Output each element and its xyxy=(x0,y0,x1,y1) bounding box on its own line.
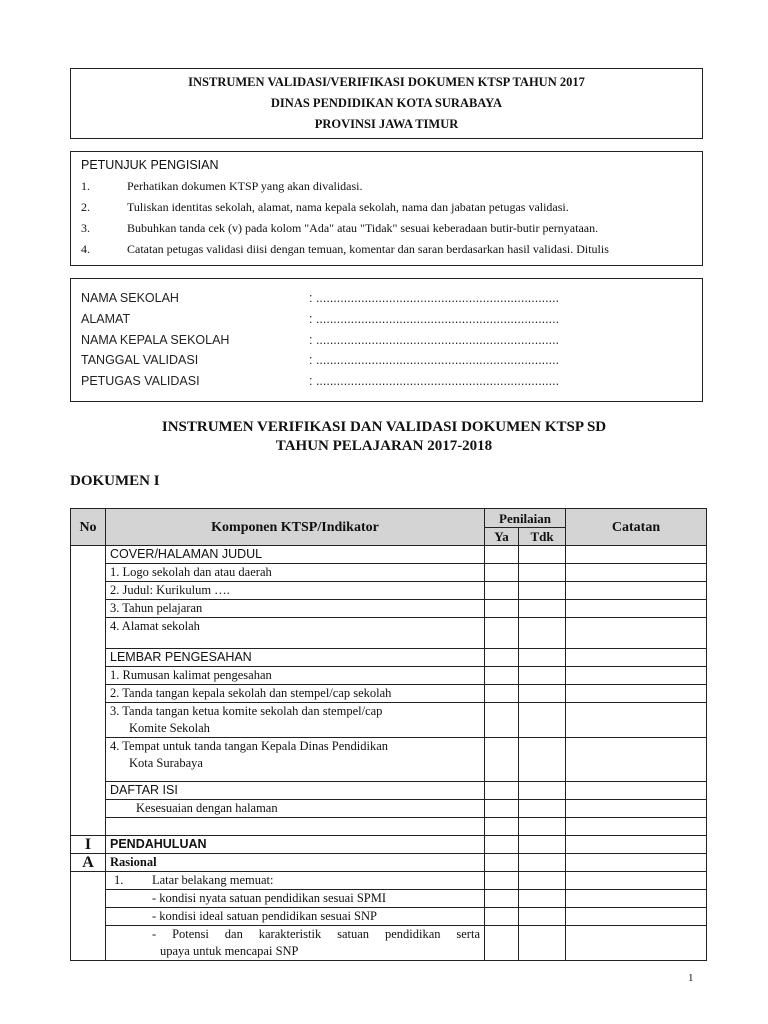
section-title: DAFTAR ISI xyxy=(106,782,485,800)
tdk-cell[interactable] xyxy=(519,890,566,908)
header-box xyxy=(70,68,703,139)
catatan-cell[interactable] xyxy=(566,800,707,818)
identitas-value: : ...................................................................... xyxy=(309,291,560,305)
indikator: 2. Judul: Kurikulum …. xyxy=(106,582,485,600)
indikator xyxy=(106,926,485,961)
tdk-cell[interactable] xyxy=(519,738,566,782)
indikator-line: Komite Sekolah xyxy=(129,721,210,735)
petunjuk-num: 4. xyxy=(81,242,90,256)
catatan-cell[interactable] xyxy=(566,854,707,872)
petunjuk-text: Bubuhkan tanda cek (v) pada kolom "Ada" atau "Tidak" sesuai keberadaan butir-butir pernyataan. xyxy=(127,221,599,235)
indikator: 1. Rumusan kalimat pengesahan xyxy=(106,667,485,685)
ya-cell[interactable] xyxy=(485,872,519,890)
tdk-cell[interactable] xyxy=(519,649,566,667)
indikator xyxy=(106,703,485,738)
tdk-cell[interactable] xyxy=(519,618,566,649)
catatan-cell[interactable] xyxy=(566,582,707,600)
identitas-label: ALAMAT xyxy=(81,312,131,326)
petunjuk-box xyxy=(70,151,703,266)
indikator: 2. Tanda tangan kepala sekolah dan stempel/cap sekolah xyxy=(106,685,485,703)
dokumen-label: DOKUMEN I xyxy=(70,473,160,489)
table-row xyxy=(71,667,707,685)
catatan-cell[interactable] xyxy=(566,818,707,836)
catatan-cell[interactable] xyxy=(566,667,707,685)
header-line-1: INSTRUMEN VALIDASI/VERIFIKASI DOKUMEN KTSP TAHUN 2017 xyxy=(188,75,585,89)
ya-cell[interactable] xyxy=(485,600,519,618)
table-row xyxy=(71,600,707,618)
petunjuk-num: 1. xyxy=(81,179,90,193)
header-no: No xyxy=(71,509,106,546)
catatan-cell[interactable] xyxy=(566,738,707,782)
header-catatan: Catatan xyxy=(566,509,707,546)
petunjuk-text: Perhatikan dokumen KTSP yang akan divalidasi. xyxy=(127,179,363,193)
indikator xyxy=(106,818,485,836)
no-cell xyxy=(71,872,106,961)
table-row xyxy=(71,649,707,667)
identitas-label: TANGGAL VALIDASI xyxy=(81,353,199,367)
table-row xyxy=(71,872,707,890)
main-title-line-1: INSTRUMEN VERIFIKASI DAN VALIDASI DOKUMEN KTSP SD xyxy=(161,419,607,435)
tdk-cell[interactable] xyxy=(519,703,566,738)
identitas-row xyxy=(81,312,559,326)
catatan-cell[interactable] xyxy=(566,600,707,618)
identitas-row xyxy=(81,333,559,347)
indikator-line: upaya untuk mencapai SNP xyxy=(160,944,299,958)
indikator xyxy=(106,872,485,890)
catatan-cell[interactable] xyxy=(566,836,707,854)
table-row xyxy=(71,818,707,836)
tdk-cell[interactable] xyxy=(519,818,566,836)
ya-cell[interactable] xyxy=(485,738,519,782)
tdk-cell[interactable] xyxy=(519,685,566,703)
table-row xyxy=(71,618,707,649)
tdk-cell[interactable] xyxy=(519,908,566,926)
table-row xyxy=(71,890,707,908)
tdk-cell[interactable] xyxy=(519,854,566,872)
indikator-num: 1. xyxy=(114,873,124,887)
ktsp-table-lower xyxy=(70,835,707,961)
section-title: COVER/HALAMAN JUDUL xyxy=(106,546,485,564)
identitas-row xyxy=(81,353,559,367)
ya-cell[interactable] xyxy=(485,800,519,818)
page-number: 1 xyxy=(688,972,694,984)
tdk-cell[interactable] xyxy=(519,800,566,818)
catatan-cell[interactable] xyxy=(566,890,707,908)
section-title: Rasional xyxy=(106,854,485,872)
petunjuk-text: Catatan petugas validasi diisi dengan temuan, komentar dan saran berdasarkan hasil validasi. Ditulis xyxy=(127,242,609,256)
tdk-cell[interactable] xyxy=(519,582,566,600)
indikator: - kondisi nyata satuan pendidikan sesuai SPMI xyxy=(106,890,485,908)
section-number: A xyxy=(71,854,106,872)
table-row xyxy=(71,908,707,926)
identitas-row xyxy=(81,374,559,388)
header-penilaian: Penilaian xyxy=(485,509,566,528)
ya-cell[interactable] xyxy=(485,854,519,872)
ya-cell[interactable] xyxy=(485,564,519,582)
catatan-cell[interactable] xyxy=(566,703,707,738)
ya-cell[interactable] xyxy=(485,782,519,800)
table-row xyxy=(71,782,707,800)
identitas-value: : ...................................................................... xyxy=(309,374,560,388)
main-title-line-2: TAHUN PELAJARAN 2017-2018 xyxy=(275,438,493,454)
catatan-cell[interactable] xyxy=(566,546,707,564)
ya-cell[interactable] xyxy=(485,685,519,703)
catatan-cell[interactable] xyxy=(566,564,707,582)
petunjuk-item xyxy=(81,242,609,257)
table-row xyxy=(71,854,707,872)
table-row xyxy=(71,738,707,782)
petunjuk-num: 3. xyxy=(81,221,90,235)
header-ya: Ya xyxy=(485,528,519,546)
catatan-cell[interactable] xyxy=(566,782,707,800)
no-cell xyxy=(71,546,106,836)
section-number: I xyxy=(71,836,106,854)
tdk-cell[interactable] xyxy=(519,836,566,854)
catatan-cell[interactable] xyxy=(566,618,707,649)
table-row xyxy=(71,546,707,564)
table-row xyxy=(71,926,707,961)
catatan-cell[interactable] xyxy=(566,926,707,961)
ya-cell[interactable] xyxy=(485,546,519,564)
tdk-cell[interactable] xyxy=(519,564,566,582)
ya-cell[interactable] xyxy=(485,649,519,667)
indikator-text: Latar belakang memuat: xyxy=(152,873,274,887)
tdk-cell[interactable] xyxy=(519,926,566,961)
identitas-value: : ...................................................................... xyxy=(309,312,560,326)
tdk-cell[interactable] xyxy=(519,600,566,618)
ya-cell[interactable] xyxy=(485,703,519,738)
indikator: Kesesuaian dengan halaman xyxy=(106,800,485,818)
identitas-label: PETUGAS VALIDASI xyxy=(81,374,200,388)
indikator-line: Kota Surabaya xyxy=(129,756,203,770)
petunjuk-text: Tuliskan identitas sekolah, alamat, nama kepala sekolah, nama dan jabatan petugas validasi. xyxy=(127,200,569,214)
header-tdk: Tdk xyxy=(519,528,566,546)
ya-cell[interactable] xyxy=(485,618,519,649)
indikator: - kondisi ideal satuan pendidikan sesuai SNP xyxy=(106,908,485,926)
section-title: PENDAHULUAN xyxy=(106,836,485,854)
table-row xyxy=(71,564,707,582)
table-row xyxy=(71,836,707,854)
catatan-cell[interactable] xyxy=(566,908,707,926)
indikator: 4. Alamat sekolah xyxy=(106,618,485,649)
indikator: 1. Logo sekolah dan atau daerah xyxy=(106,564,485,582)
tdk-cell[interactable] xyxy=(519,872,566,890)
table-row xyxy=(71,800,707,818)
ya-cell[interactable] xyxy=(485,908,519,926)
catatan-cell[interactable] xyxy=(566,649,707,667)
table-row xyxy=(71,582,707,600)
table-row xyxy=(71,703,707,738)
catatan-cell[interactable] xyxy=(566,685,707,703)
petunjuk-num: 2. xyxy=(81,200,90,214)
catatan-cell[interactable] xyxy=(566,872,707,890)
indikator-line: 4. Tempat untuk tanda tangan Kepala Dinas Pendidikan xyxy=(110,739,388,753)
petunjuk-item xyxy=(81,221,598,236)
ya-cell[interactable] xyxy=(485,582,519,600)
ya-cell[interactable] xyxy=(485,890,519,908)
ya-cell[interactable] xyxy=(485,926,519,961)
identitas-label: NAMA SEKOLAH xyxy=(81,291,179,305)
identitas-value: : ...................................................................... xyxy=(309,353,560,367)
indikator: 3. Tahun pelajaran xyxy=(106,600,485,618)
identitas-box xyxy=(70,278,703,402)
header-line-2: DINAS PENDIDIKAN KOTA SURABAYA xyxy=(270,96,503,110)
tdk-cell[interactable] xyxy=(519,546,566,564)
ktsp-table xyxy=(70,508,707,836)
table-row xyxy=(71,685,707,703)
indikator-line: - Potensi dan karakteristik satuan pendidikan serta xyxy=(152,927,480,941)
petunjuk-item xyxy=(81,179,363,194)
petunjuk-title: PETUNJUK PENGISIAN xyxy=(81,158,219,172)
section-title: LEMBAR PENGESAHAN xyxy=(106,649,485,667)
identitas-row xyxy=(81,291,559,305)
ya-cell[interactable] xyxy=(485,667,519,685)
ya-cell[interactable] xyxy=(485,818,519,836)
identitas-value: : ...................................................................... xyxy=(309,333,560,347)
petunjuk-item xyxy=(81,200,569,215)
identitas-label: NAMA KEPALA SEKOLAH xyxy=(81,333,230,347)
header-line-3: PROVINSI JAWA TIMUR xyxy=(314,117,459,131)
ya-cell[interactable] xyxy=(485,836,519,854)
indikator-line: 3. Tanda tangan ketua komite sekolah dan stempel/cap xyxy=(110,704,383,718)
header-komponen: Komponen KTSP/Indikator xyxy=(106,509,485,546)
indikator xyxy=(106,738,485,782)
tdk-cell[interactable] xyxy=(519,782,566,800)
tdk-cell[interactable] xyxy=(519,667,566,685)
